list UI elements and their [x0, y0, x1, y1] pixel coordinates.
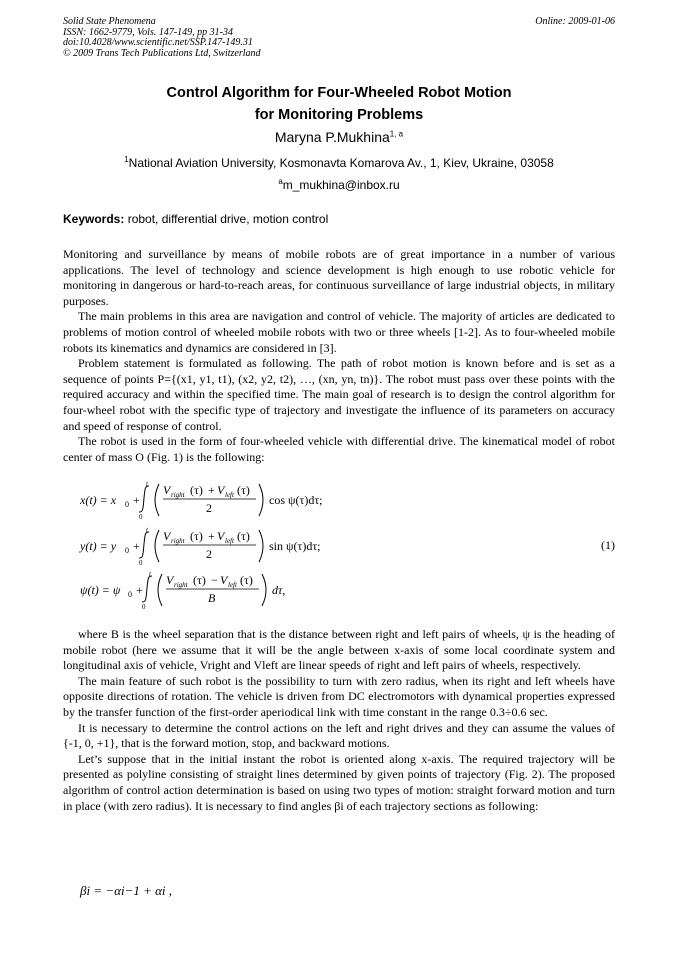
eq-x	[79, 480, 322, 521]
copyright: © 2009 Trans Tech Publications Ltd, Switzerland	[63, 47, 261, 59]
eq-y-lhs: y(t) = y	[80, 539, 117, 553]
paragraph: The robot is used in the form of four-wheeled vehicle with differential drive. The kinematical model of robot center of mass O (Fig. 1) is the following:	[63, 434, 615, 464]
paragraph: Problem statement is formulated as following. The path of robot motion is known before and is set as a sequence of points P={(x1, y1, t1), (x2, y2, t2), …, (xn, yn, tn)}. The robot must pass over these points with the required accuracy and within the specified time. The main goal of research is to design the control algorithm for four-wheel robot with the specific type of trajectory and investigate the influence of its parameters on accuracy and speed of response of control.	[63, 356, 615, 433]
online-date: Online: 2009-01-06	[535, 16, 615, 27]
author-sup: 1, a	[389, 129, 404, 139]
author	[63, 129, 615, 145]
eq-x-tau1: (τ)	[190, 483, 203, 497]
body-top	[63, 247, 615, 465]
paragraph: where B is the wheel separation that is the distance between right and left pairs of wheels, ψ is the heading of mobile robot (here we assume that it will be the angle between x-axis of some local coordinate system and longitudinal axis of vehicle, Vright and Vleft are linear speeds of right and left pairs of wheels, respectively.	[63, 627, 615, 673]
eq-x-v2: V	[217, 483, 225, 497]
affiliation-text: National Aviation University, Kosmonavta Komarova Av., 1, Kiev, Ukraine, 03058	[128, 156, 554, 170]
keywords	[63, 212, 615, 226]
eq-psi-upper: t	[149, 570, 151, 578]
eq-x-lhs: x(t) = x	[80, 493, 117, 507]
eq-psi-tau2: (τ)	[240, 573, 253, 587]
eq-x-upper: t	[146, 480, 148, 488]
eq-psi-left: left	[228, 581, 237, 589]
beta-formula: βi = −αi−1 + αi ,	[80, 883, 173, 898]
eq-psi	[80, 570, 285, 611]
eq-psi-plus: +	[136, 583, 143, 597]
equation-svg	[63, 478, 615, 614]
eq-x-tail: cos ψ(τ)dτ;	[269, 493, 323, 507]
eq-y-plus: +	[133, 539, 140, 553]
issn: ISSN: 1662-9779, Vols. 147-149, pp 31-34	[63, 26, 233, 38]
keywords-label: Keywords:	[63, 212, 125, 226]
eq-y-upper: t	[146, 526, 148, 534]
eq-psi-tail: dτ,	[272, 583, 286, 597]
eq-y-tail: sin ψ(τ)dτ;	[269, 539, 321, 553]
eq-y-right: right	[171, 537, 185, 545]
eq-y-tau1: (τ)	[190, 529, 203, 543]
eq-y-tau2: (τ)	[237, 529, 250, 543]
eq-x-right: right	[171, 491, 185, 499]
eq-psi-lower: 0	[142, 603, 146, 611]
doi: doi:10.4028/www.scientific.net/SSP.147-149.31	[63, 37, 253, 48]
body-bottom	[63, 627, 615, 814]
title-line-1: Control Algorithm for Four-Wheeled Robot Motion	[166, 85, 512, 101]
equation-number: (1)	[601, 538, 615, 552]
journal-name: Solid State Phenomena	[63, 16, 156, 27]
equation-block	[63, 478, 615, 614]
paragraph: Monitoring and surveillance by means of mobile robots are of great importance in a number of various applications. The level of technology and science development is high enough to use robotic vehicle for monitoring in dangerous or hard-to-reach areas, for continuous surveillance of large industrial objects, in military purposes.	[63, 247, 615, 308]
journal-header	[63, 17, 261, 59]
affiliation	[63, 156, 615, 170]
eq-y-left: left	[225, 537, 234, 545]
eq-psi-v1: V	[166, 573, 174, 587]
eq-y-lower: 0	[139, 559, 143, 567]
eq-y-den: 2	[206, 547, 212, 561]
author-name: Maryna P.Mukhina	[274, 129, 390, 145]
eq-psi-lhs: ψ(t) = ψ	[80, 583, 121, 597]
eq-psi-den: B	[208, 591, 216, 605]
eq-psi-right: right	[174, 581, 188, 589]
eq-psi-v2: V	[220, 573, 228, 587]
title-line-2: for Monitoring Problems	[254, 107, 424, 123]
email-text: m_mukhina@inbox.ru	[282, 178, 400, 192]
eq-x-tau2: (τ)	[237, 483, 250, 497]
paper-title	[63, 82, 615, 126]
paragraph: The main feature of such robot is the possibility to turn with zero radius, when its right and left wheels have opposite directions of rotation. The vehicle is driven from DC electromotors with dynamical properties expressed by the transfer function of the first-order aperiodical link with time constant in the range 0.3÷0.6 sec.	[63, 673, 615, 719]
affiliation-sup: 1	[124, 155, 129, 164]
eq-y-plus2: +	[208, 529, 215, 543]
eq-psi-tau1: (τ)	[193, 573, 206, 587]
email	[63, 178, 615, 192]
email-sup: a	[278, 177, 283, 186]
eq-x-sub: 0	[125, 500, 129, 509]
eq-y	[79, 526, 321, 567]
eq-psi-sub: 0	[128, 590, 132, 599]
paragraph: Let’s suppose that in the initial instant the robot is oriented along x-axis. The required trajectory will be presented as polyline consisting of straight lines determined by given points of trajectory (Fig. 2). The proposed algorithm of control action determination is based on using two types of motion: straight forward motion and turn in place (with zero radius). It is necessary to find angles βi of each trajectory sections as following:	[63, 751, 615, 813]
paragraph: It is necessary to determine the control actions on the left and right drives and they can assume the values of {-1, 0, +1}, that is the forward motion, stop, and backward motions.	[63, 720, 615, 751]
eq-y-v2: V	[217, 529, 225, 543]
eq-x-den: 2	[206, 501, 212, 515]
eq-psi-minus: −	[211, 573, 218, 587]
keywords-text: robot, differential drive, motion control	[127, 212, 329, 226]
paragraph: The main problems in this area are navigation and control of vehicle. The majority of articles are dedicated to problems of motion control of wheeled mobile robots with two or three wheels [1-2]. As to four-wheeled mobile robots its kinematics and dynamics are considered in [3].	[63, 309, 615, 355]
eq-y-sub: 0	[125, 546, 129, 555]
eq-x-plus: +	[133, 493, 140, 507]
eq-y-v1: V	[163, 529, 171, 543]
eq-x-left: left	[225, 491, 234, 499]
eq-x-lower: 0	[139, 513, 143, 521]
eq-x-v1: V	[163, 483, 171, 497]
eq-x-plus2: +	[208, 483, 215, 497]
